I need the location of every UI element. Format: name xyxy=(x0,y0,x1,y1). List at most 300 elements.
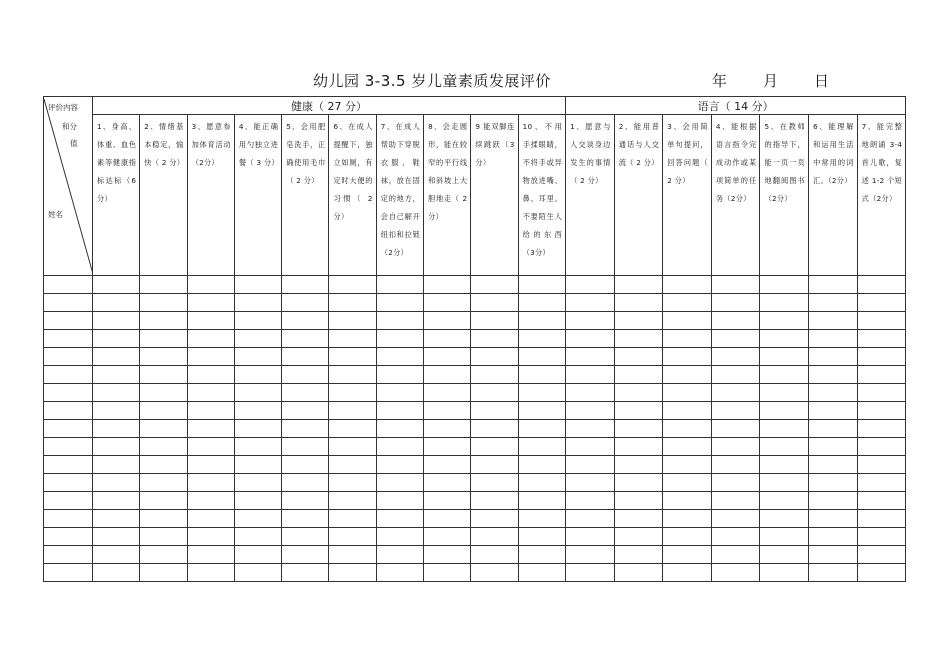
score-cell xyxy=(566,312,615,330)
score-cell xyxy=(140,330,187,348)
score-cell xyxy=(711,474,760,492)
score-cell xyxy=(760,330,809,348)
score-cell xyxy=(376,348,423,366)
score-cell xyxy=(187,492,234,510)
score-cell xyxy=(471,294,518,312)
score-cell xyxy=(471,330,518,348)
score-cell xyxy=(518,348,565,366)
score-cell xyxy=(857,456,906,474)
name-cell xyxy=(44,456,93,474)
score-cell xyxy=(424,546,471,564)
score-cell xyxy=(760,276,809,294)
score-cell xyxy=(187,474,234,492)
score-cell xyxy=(663,276,712,294)
score-cell xyxy=(187,276,234,294)
score-cell xyxy=(140,402,187,420)
score-cell xyxy=(187,528,234,546)
score-cell xyxy=(93,546,140,564)
corner-label-content: 评价内容 xyxy=(48,102,78,112)
score-cell xyxy=(187,564,234,582)
score-cell xyxy=(518,294,565,312)
score-cell xyxy=(809,366,858,384)
table-row xyxy=(44,510,906,528)
score-cell xyxy=(329,438,376,456)
score-cell xyxy=(93,384,140,402)
score-cell xyxy=(760,510,809,528)
score-cell xyxy=(663,384,712,402)
score-cell xyxy=(329,456,376,474)
name-cell xyxy=(44,402,93,420)
score-cell xyxy=(93,366,140,384)
score-cell xyxy=(711,402,760,420)
name-cell xyxy=(44,294,93,312)
score-cell xyxy=(518,438,565,456)
score-cell xyxy=(282,294,329,312)
score-cell xyxy=(711,492,760,510)
health-item-7: 7、在成人帮助下穿脱衣服、鞋袜，放在固定的地方，会自己解开纽扣和拉链（2分） xyxy=(376,115,423,276)
score-cell xyxy=(282,348,329,366)
table-row xyxy=(44,384,906,402)
score-cell xyxy=(376,294,423,312)
score-cell xyxy=(857,438,906,456)
score-cell xyxy=(809,276,858,294)
score-cell xyxy=(93,456,140,474)
score-cell xyxy=(566,474,615,492)
score-cell xyxy=(234,366,281,384)
score-cell xyxy=(471,402,518,420)
score-cell xyxy=(857,546,906,564)
score-cell xyxy=(234,564,281,582)
name-cell xyxy=(44,564,93,582)
score-cell xyxy=(329,330,376,348)
score-cell xyxy=(376,492,423,510)
language-item-5: 5、在教师的指导下，能一页一页地翻阅图书（2分） xyxy=(760,115,809,276)
health-item-8: 8、会走圆形，能在较窄的平行线和斜坡上大胆地走（ 2 分） xyxy=(424,115,471,276)
score-cell xyxy=(471,420,518,438)
score-cell xyxy=(329,564,376,582)
date-day-label: 日 xyxy=(814,72,830,90)
criteria-row xyxy=(44,115,906,276)
score-cell xyxy=(282,312,329,330)
score-cell xyxy=(711,420,760,438)
score-cell xyxy=(282,564,329,582)
score-cell xyxy=(234,528,281,546)
table-row xyxy=(44,474,906,492)
score-cell xyxy=(857,348,906,366)
score-cell xyxy=(614,402,663,420)
score-cell xyxy=(663,294,712,312)
score-cell xyxy=(760,384,809,402)
score-cell xyxy=(614,456,663,474)
score-cell xyxy=(518,402,565,420)
score-cell xyxy=(711,528,760,546)
score-cell xyxy=(760,546,809,564)
score-cell xyxy=(471,384,518,402)
evaluation-table xyxy=(43,96,906,582)
language-item-6: 6、能理解和运用生活中常用的词汇。（2分） xyxy=(809,115,858,276)
score-cell xyxy=(809,438,858,456)
score-cell xyxy=(376,312,423,330)
name-cell xyxy=(44,438,93,456)
score-cell xyxy=(518,276,565,294)
corner-label-score-1: 和分 xyxy=(62,121,77,131)
name-cell xyxy=(44,384,93,402)
score-cell xyxy=(471,312,518,330)
table-row xyxy=(44,564,906,582)
score-cell xyxy=(424,276,471,294)
score-cell xyxy=(614,276,663,294)
score-cell xyxy=(93,420,140,438)
score-cell xyxy=(140,294,187,312)
score-cell xyxy=(566,546,615,564)
score-cell xyxy=(566,348,615,366)
table-row xyxy=(44,330,906,348)
document-title: 幼儿园 3-3.5 岁儿童素质发展评价 xyxy=(313,72,551,90)
name-cell xyxy=(44,528,93,546)
score-cell xyxy=(663,546,712,564)
score-cell xyxy=(376,384,423,402)
date-month-label: 月 xyxy=(763,72,779,90)
score-cell xyxy=(424,564,471,582)
score-cell xyxy=(376,330,423,348)
score-cell xyxy=(663,564,712,582)
score-cell xyxy=(857,312,906,330)
score-cell xyxy=(518,330,565,348)
score-cell xyxy=(711,438,760,456)
score-cell xyxy=(187,330,234,348)
score-cell xyxy=(760,294,809,312)
score-cell xyxy=(711,330,760,348)
score-cell xyxy=(711,294,760,312)
score-cell xyxy=(424,402,471,420)
score-cell xyxy=(518,384,565,402)
score-cell xyxy=(809,402,858,420)
score-cell xyxy=(93,402,140,420)
score-cell xyxy=(711,456,760,474)
score-cell xyxy=(93,564,140,582)
score-cell xyxy=(282,546,329,564)
score-cell xyxy=(140,474,187,492)
score-cell xyxy=(857,366,906,384)
health-item-5: 5、会用肥皂洗手，正确使用毛巾（ 2 分） xyxy=(282,115,329,276)
score-cell xyxy=(711,384,760,402)
score-cell xyxy=(376,528,423,546)
score-cell xyxy=(140,492,187,510)
score-cell xyxy=(857,330,906,348)
score-cell xyxy=(663,528,712,546)
score-cell xyxy=(424,366,471,384)
health-item-6: 6、在成人提醒下，独立如厕，有定时大便的习惯（ 2 分） xyxy=(329,115,376,276)
score-cell xyxy=(376,456,423,474)
score-cell xyxy=(614,348,663,366)
score-cell xyxy=(663,420,712,438)
corner-cell xyxy=(44,97,93,276)
score-cell xyxy=(329,312,376,330)
score-cell xyxy=(93,492,140,510)
score-cell xyxy=(376,420,423,438)
score-cell xyxy=(518,510,565,528)
score-cell xyxy=(93,294,140,312)
score-cell xyxy=(809,528,858,546)
score-cell xyxy=(518,474,565,492)
score-cell xyxy=(471,456,518,474)
score-cell xyxy=(424,420,471,438)
score-cell xyxy=(234,276,281,294)
score-cell xyxy=(711,366,760,384)
language-item-4: 4、能根据语言指令完成动作或某项简单的任务（2分） xyxy=(711,115,760,276)
corner-label-name: 姓名 xyxy=(48,209,63,219)
score-cell xyxy=(93,528,140,546)
table-row xyxy=(44,294,906,312)
table-row xyxy=(44,276,906,294)
score-cell xyxy=(614,312,663,330)
score-cell xyxy=(93,438,140,456)
score-cell xyxy=(663,348,712,366)
score-cell xyxy=(140,384,187,402)
name-cell xyxy=(44,312,93,330)
score-cell xyxy=(282,492,329,510)
table-row xyxy=(44,366,906,384)
health-item-2: 2、情绪基本稳定，愉快（ 2 分） xyxy=(140,115,187,276)
health-item-1: 1、身高、体重、血色素等健康指标达标（6分） xyxy=(93,115,140,276)
group-header-row xyxy=(44,97,906,115)
score-cell xyxy=(809,348,858,366)
score-cell xyxy=(809,330,858,348)
score-cell xyxy=(857,528,906,546)
corner-label-score-2: 值 xyxy=(70,138,78,148)
score-cell xyxy=(329,384,376,402)
score-cell xyxy=(663,330,712,348)
score-cell xyxy=(376,510,423,528)
score-cell xyxy=(424,330,471,348)
score-cell xyxy=(234,546,281,564)
language-item-1: 1、愿意与人交谈身边发生的事情（ 2 分） xyxy=(566,115,615,276)
score-cell xyxy=(471,474,518,492)
score-cell xyxy=(857,402,906,420)
score-cell xyxy=(614,366,663,384)
score-cell xyxy=(234,312,281,330)
score-cell xyxy=(857,384,906,402)
score-cell xyxy=(282,366,329,384)
score-cell xyxy=(760,456,809,474)
score-cell xyxy=(566,420,615,438)
score-cell xyxy=(857,294,906,312)
score-cell xyxy=(93,330,140,348)
score-cell xyxy=(140,420,187,438)
score-cell xyxy=(140,312,187,330)
score-cell xyxy=(234,402,281,420)
score-cell xyxy=(234,294,281,312)
score-cell xyxy=(711,546,760,564)
score-cell xyxy=(187,366,234,384)
score-cell xyxy=(809,456,858,474)
name-cell xyxy=(44,474,93,492)
score-cell xyxy=(809,420,858,438)
score-cell xyxy=(809,384,858,402)
score-cell xyxy=(809,546,858,564)
score-cell xyxy=(424,294,471,312)
name-cell xyxy=(44,492,93,510)
score-cell xyxy=(566,366,615,384)
score-cell xyxy=(93,474,140,492)
score-cell xyxy=(857,420,906,438)
score-cell xyxy=(282,384,329,402)
score-cell xyxy=(140,348,187,366)
table-row xyxy=(44,312,906,330)
score-cell xyxy=(857,564,906,582)
table-row xyxy=(44,438,906,456)
score-cell xyxy=(518,528,565,546)
score-cell xyxy=(471,438,518,456)
score-cell xyxy=(663,402,712,420)
score-cell xyxy=(614,474,663,492)
score-cell xyxy=(663,366,712,384)
score-cell xyxy=(614,546,663,564)
score-cell xyxy=(566,330,615,348)
score-cell xyxy=(614,294,663,312)
health-item-10: 10、不用手揉眼睛，不将手或异物放进嘴、鼻、耳里。不要陌生人给的东西（3分） xyxy=(518,115,565,276)
score-cell xyxy=(424,510,471,528)
score-cell xyxy=(471,492,518,510)
score-cell xyxy=(424,456,471,474)
score-cell xyxy=(424,492,471,510)
table-row xyxy=(44,402,906,420)
score-cell xyxy=(187,420,234,438)
score-cell xyxy=(329,294,376,312)
score-cell xyxy=(187,510,234,528)
score-cell xyxy=(566,564,615,582)
score-cell xyxy=(234,510,281,528)
score-cell xyxy=(329,348,376,366)
name-cell xyxy=(44,348,93,366)
score-cell xyxy=(234,420,281,438)
score-cell xyxy=(614,510,663,528)
score-cell xyxy=(424,438,471,456)
score-cell xyxy=(518,366,565,384)
score-cell xyxy=(663,510,712,528)
score-cell xyxy=(424,384,471,402)
score-cell xyxy=(614,420,663,438)
health-item-3: 3、愿意参加体育活动（2分） xyxy=(187,115,234,276)
score-cell xyxy=(809,564,858,582)
score-cell xyxy=(282,438,329,456)
score-cell xyxy=(809,492,858,510)
score-cell xyxy=(711,348,760,366)
title-row xyxy=(0,70,950,94)
score-cell xyxy=(140,528,187,546)
score-cell xyxy=(809,312,858,330)
score-cell xyxy=(760,420,809,438)
name-cell xyxy=(44,276,93,294)
table-row xyxy=(44,546,906,564)
score-cell xyxy=(329,420,376,438)
score-cell xyxy=(566,438,615,456)
score-cell xyxy=(329,276,376,294)
date-year-label: 年 xyxy=(712,72,728,90)
score-cell xyxy=(329,492,376,510)
score-cell xyxy=(234,456,281,474)
score-cell xyxy=(614,438,663,456)
score-cell xyxy=(234,438,281,456)
score-cell xyxy=(663,438,712,456)
score-cell xyxy=(282,528,329,546)
table-row xyxy=(44,492,906,510)
score-cell xyxy=(614,330,663,348)
score-cell xyxy=(663,456,712,474)
score-cell xyxy=(663,492,712,510)
score-cell xyxy=(614,384,663,402)
score-cell xyxy=(760,474,809,492)
score-cell xyxy=(376,402,423,420)
score-cell xyxy=(857,474,906,492)
score-cell xyxy=(711,312,760,330)
score-cell xyxy=(424,312,471,330)
score-cell xyxy=(711,564,760,582)
score-cell xyxy=(518,312,565,330)
score-cell xyxy=(614,564,663,582)
score-cell xyxy=(614,528,663,546)
score-cell xyxy=(760,564,809,582)
health-item-9: 9 能双脚连续跳跃（3分） xyxy=(471,115,518,276)
score-cell xyxy=(93,276,140,294)
score-cell xyxy=(566,402,615,420)
score-cell xyxy=(329,510,376,528)
score-cell xyxy=(566,510,615,528)
name-cell xyxy=(44,330,93,348)
table-row xyxy=(44,420,906,438)
score-cell xyxy=(140,456,187,474)
score-cell xyxy=(566,528,615,546)
score-cell xyxy=(760,366,809,384)
score-cell xyxy=(424,528,471,546)
score-cell xyxy=(376,546,423,564)
score-cell xyxy=(518,420,565,438)
health-item-4: 4、能正确用勺独立进餐（ 3 分） xyxy=(234,115,281,276)
score-cell xyxy=(376,276,423,294)
score-cell xyxy=(234,330,281,348)
score-cell xyxy=(187,402,234,420)
score-cell xyxy=(566,456,615,474)
score-cell xyxy=(329,402,376,420)
score-cell xyxy=(187,546,234,564)
score-cell xyxy=(329,546,376,564)
name-cell xyxy=(44,366,93,384)
table-row xyxy=(44,456,906,474)
score-cell xyxy=(760,438,809,456)
name-cell xyxy=(44,420,93,438)
language-item-3: 3、会用简单句提问，回答问题（ 2 分） xyxy=(663,115,712,276)
score-cell xyxy=(234,384,281,402)
score-cell xyxy=(518,546,565,564)
score-cell xyxy=(857,276,906,294)
score-cell xyxy=(282,510,329,528)
score-cell xyxy=(471,564,518,582)
score-cell xyxy=(187,312,234,330)
score-cell xyxy=(760,492,809,510)
score-cell xyxy=(140,546,187,564)
score-cell xyxy=(140,564,187,582)
score-cell xyxy=(376,366,423,384)
score-cell xyxy=(566,384,615,402)
score-cell xyxy=(711,276,760,294)
score-cell xyxy=(424,474,471,492)
name-cell xyxy=(44,510,93,528)
score-cell xyxy=(187,438,234,456)
score-cell xyxy=(518,456,565,474)
score-cell xyxy=(857,492,906,510)
score-cell xyxy=(140,276,187,294)
score-cell xyxy=(187,384,234,402)
